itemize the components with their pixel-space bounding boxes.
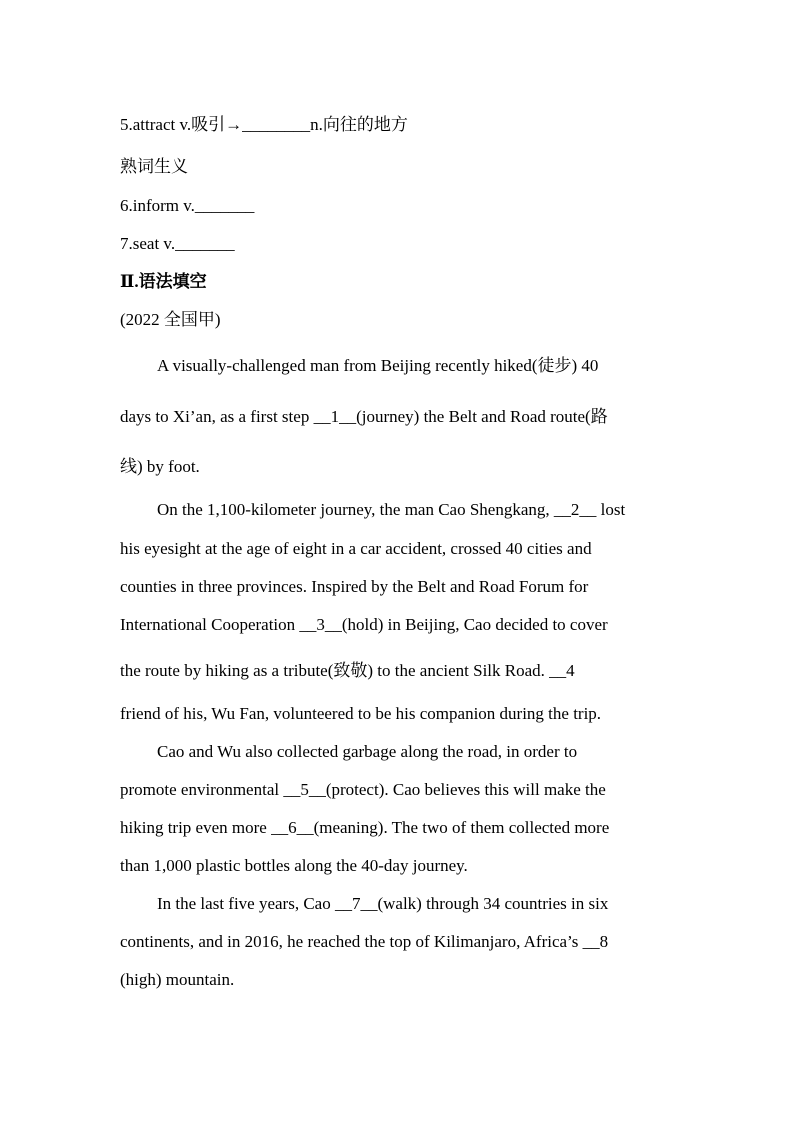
grammar-source: (2022 全国甲) [120, 310, 221, 329]
passage-line [120, 818, 609, 838]
passage-text: the route by hiking as a tribute(致敬) to the ancient Silk Road. [120, 661, 550, 680]
blank-8[interactable]: __8 [582, 932, 609, 951]
passage-line: Cao and Wu also collected garbage along the road, in order to [157, 742, 578, 761]
passage-line [120, 932, 608, 952]
vocab-item-5 [120, 115, 408, 135]
vocab-item-7 [120, 234, 235, 254]
item-6-prefix: 6.inform v. [120, 196, 195, 215]
passage-text: lost [596, 500, 626, 519]
passage-text: (protect). Cao believes this will make the [325, 780, 606, 799]
blank-6[interactable]: __6__ [271, 818, 314, 837]
passage-line [157, 894, 608, 914]
item-5-suffix: n.向往的地方 [310, 115, 408, 134]
passage-text: (walk) through 34 countries in six [377, 894, 609, 913]
blank-7[interactable]: __7__ [334, 894, 378, 913]
item-7-blank[interactable]: _______ [175, 234, 235, 253]
passage-text: promote environmental [120, 780, 284, 799]
section-heading-familiar-words: 熟词生义 [120, 157, 188, 176]
passage-line: counties in three provinces. Inspired by the Belt and Road Forum for [120, 577, 589, 596]
item-5-blank[interactable]: ________ [242, 115, 311, 134]
passage-line: A visually-challenged man from Beijing recently hiked(徒步) 40 [157, 356, 599, 375]
item-6-blank[interactable]: _______ [194, 196, 255, 215]
blank-1[interactable]: __1__ [313, 407, 357, 426]
passage-text: days to Xi’an, as a first step [120, 407, 314, 426]
passage-text: In the last five years, Cao [157, 894, 335, 913]
blank-3[interactable]: __3__ [299, 615, 342, 634]
passage-line [120, 615, 608, 635]
vocab-item-6 [120, 196, 254, 216]
blank-2[interactable]: __2__ [553, 500, 597, 519]
passage-line [157, 500, 625, 520]
item-5-prefix: 5.attract v.吸引→ [120, 115, 243, 134]
passage-line [120, 407, 608, 427]
passage-line: (high) mountain. [120, 970, 235, 989]
passage-text: (meaning). The two of them collected more [313, 818, 610, 837]
passage-text: On the 1,100-kilometer journey, the man Cao Shengkang, [157, 500, 554, 519]
passage-text: continents, and in 2016, he reached the top of Kilimanjaro, Africa’s [120, 932, 583, 951]
blank-5[interactable]: __5__ [283, 780, 326, 799]
passage-line: his eyesight at the age of eight in a car accident, crossed 40 cities and [120, 539, 592, 558]
passage-line: 线) by foot. [120, 457, 200, 476]
passage-text: hiking trip even more [120, 818, 272, 837]
passage-line [120, 661, 575, 681]
passage-text: (journey) the Belt and Road route(路 [356, 407, 608, 426]
passage-line: than 1,000 plastic bottles along the 40-day journey. [120, 856, 468, 875]
item-7-prefix: 7.seat v. [120, 234, 176, 253]
grammar-heading: Ⅱ.语法填空 [120, 272, 207, 291]
passage-text: (hold) in Beijing, Cao decided to cover [341, 615, 608, 634]
passage-text: International Cooperation [120, 615, 300, 634]
passage-line: friend of his, Wu Fan, volunteered to be his companion during the trip. [120, 704, 602, 723]
passage-line [120, 780, 606, 800]
blank-4[interactable]: __4 [549, 661, 575, 680]
